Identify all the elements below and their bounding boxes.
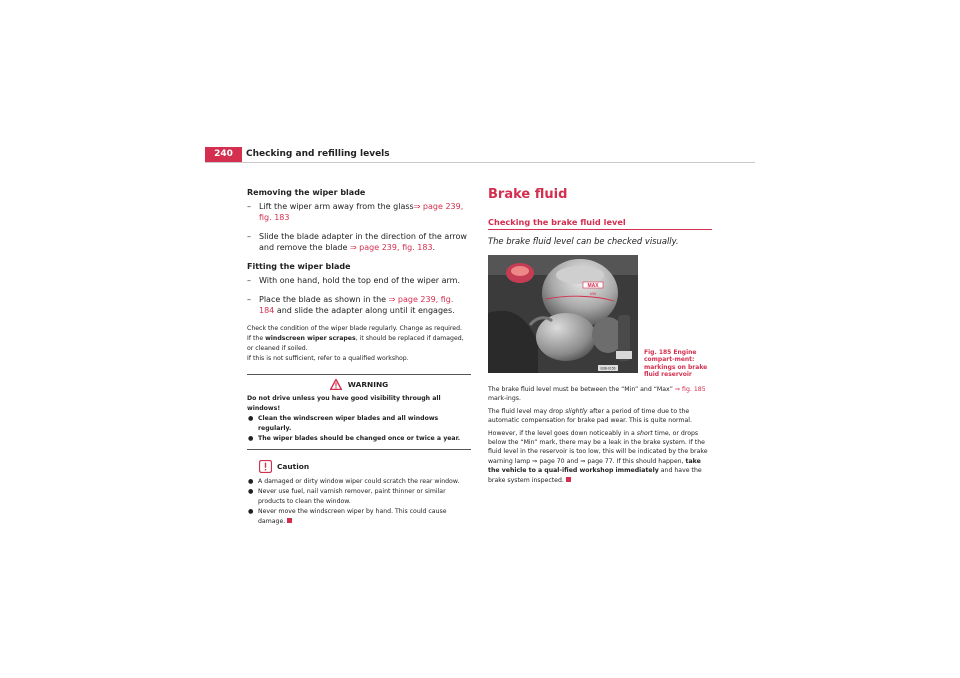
warning-box xyxy=(247,374,471,450)
paragraph-leak-warning: However, if the level goes down noticeably in a short time, or drops below the “Min” mark, there may be a leak in the brake system. If the fluid level in the reservoir is too low, this will be indicated by the brake warning lamp ⇒ page 70 and ⇒ page 77. If this should happen, take the vehicle to a qual-ified workshop immediately and have the brake system inspected. xyxy=(488,429,708,484)
end-of-section-mark xyxy=(287,518,292,523)
step-lift-wiper: – Lift the wiper arm away from the glass⇒ page 239, fig. 183 xyxy=(247,202,464,222)
warning-triangle-icon xyxy=(330,379,342,390)
end-of-section-mark xyxy=(566,477,571,482)
cross-reference-link[interactable]: ⇒ page 239, fig. 183 xyxy=(349,243,433,252)
right-column xyxy=(488,187,712,488)
cross-reference-link[interactable]: ⇒ page 239, fig. 183 xyxy=(259,202,464,222)
cross-reference-link[interactable]: ⇒ page 239, fig. 184 xyxy=(259,295,454,315)
caution-list xyxy=(247,477,471,527)
step-text: With one hand, hold the top end of the wiper arm. xyxy=(259,276,460,285)
caution-exclamation-icon xyxy=(259,460,272,473)
figure-code: B3B-0156 xyxy=(600,366,616,371)
step-slide-adapter: – Slide the blade adapter in the direction of the arrow and remove the blade ⇒ page 239, fig. 183. xyxy=(247,232,467,252)
figure-caption: Fig. 185 Engine compart-ment: markings on brake fluid reservoir xyxy=(644,349,708,379)
caution-title: Caution xyxy=(259,460,471,473)
step-text: Place the blade as shown in the xyxy=(259,295,389,304)
caution-item: ● A damaged or dirty window wiper could scratch the rear window. xyxy=(248,477,460,485)
brake-fluid-body xyxy=(488,385,712,485)
engine-compartment-photo xyxy=(488,255,638,373)
left-column xyxy=(247,187,471,527)
note-scrapes: If the windscreen wiper scrapes, it should be replaced if damaged, or cleaned if soiled. xyxy=(247,335,464,352)
note-workshop: If this is not sufficient, refer to a qualified workshop. xyxy=(247,355,409,363)
page-title: Brake fluid xyxy=(488,187,568,202)
min-label: MIN xyxy=(589,292,597,296)
paragraph-slight-drop: The fluid level may drop slightly after a period of time due to the automatic compensation for brake pad wear. This is quite normal. xyxy=(488,407,692,425)
step-place-blade: – Place the blade as shown in the ⇒ page 239, fig. 184 and slide the adapter along until it engages. xyxy=(247,295,455,315)
step-text: Lift the wiper arm away from the glass xyxy=(259,202,414,211)
figure-185 xyxy=(488,255,712,379)
removing-heading: Removing the wiper blade xyxy=(247,188,366,197)
section-heading: Checking the brake fluid level xyxy=(488,217,712,230)
step-text: Slide the blade adapter in the direction of the arrow and remove the blade xyxy=(259,232,467,252)
warning-title: WARNING xyxy=(247,379,471,390)
fitting-heading: Fitting the wiper blade xyxy=(247,262,351,271)
warning-item: ● Clean the windscreen wiper blades and all windows regularly. xyxy=(248,414,439,432)
caution-item: ● Never use fuel, nail varnish remover, paint thinner or similar products to clean the window. xyxy=(248,487,446,505)
section-lead: The brake fluid level can be checked visually. xyxy=(488,236,679,246)
warning-lead: Do not drive unless you have good visibility through all windows! xyxy=(247,394,441,412)
header-rule xyxy=(205,162,755,163)
max-label: MAX xyxy=(587,283,599,289)
paragraph-level-range: The brake fluid level must be between the “Min” and “Max” ⇒ fig. 185 mark-ings. xyxy=(488,386,706,403)
running-head: Checking and refilling levels xyxy=(246,149,390,159)
step-hold-arm: – With one hand, hold the top end of the wiper arm. xyxy=(247,276,460,285)
page-number: 240 xyxy=(205,147,242,162)
note-check-condition: Check the condition of the wiper blade regularly. Change as required. xyxy=(247,325,462,332)
cross-reference-link[interactable]: ⇒ fig. 185 xyxy=(674,386,706,393)
step-text: and slide the adapter along until it engages. xyxy=(274,306,455,315)
caution-item: ● Never move the windscreen wiper by hand. This could cause damage. xyxy=(248,507,447,525)
warning-item: ● The wiper blades should be changed once or twice a year. xyxy=(248,434,461,442)
